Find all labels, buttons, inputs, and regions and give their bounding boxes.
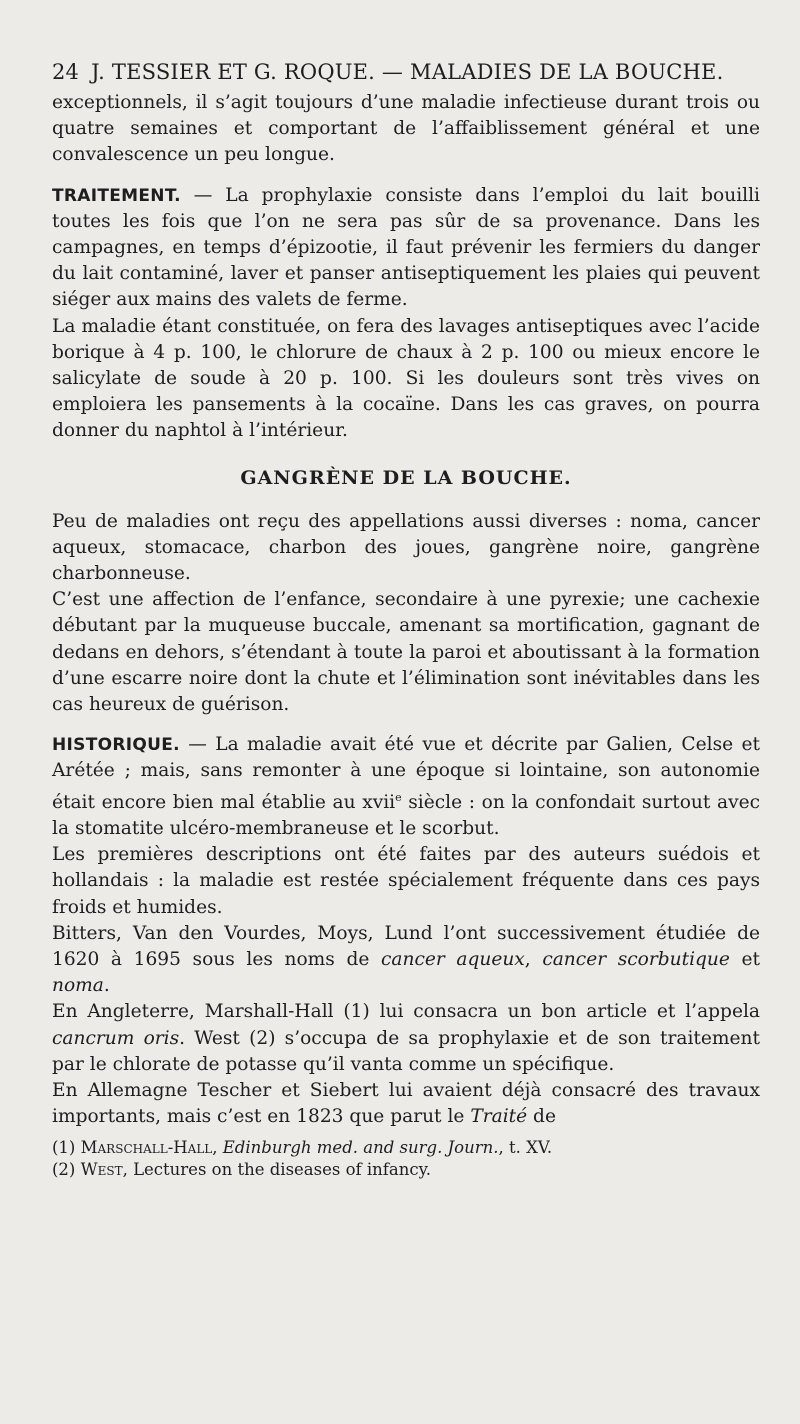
heading-historique: HISTORIQUE. [52, 735, 180, 756]
section-title: GANGRÈNE DE LA BOUCHE. [240, 466, 572, 489]
paragraph-angleterre: En Angleterre, Marshall-Hall (1) lui consacra un bon article et l’appela cancrum oris. West (2) s’occupa de sa prophylaxie et de son traitement par le chlorate de potasse qu’il vanta comme un spécifique. [52, 1001, 760, 1075]
paragraph-premieres-descriptions: Les premières descriptions ont été faites par des auteurs suédois et hollandais : la maladie est restée spécialement fréquente dans ces pays froids et humides. [52, 844, 760, 918]
paragraph-bitters: Bitters, Van den Vourdes, Moys, Lund l’ont successivement étudiée de 1620 à 1695 sous les noms de cancer aqueux, cancer scorbutique et noma. [52, 922, 761, 997]
heading-traitement: TRAITEMENT. [52, 185, 181, 206]
running-header [52, 60, 760, 84]
footnote-1: (1) Marschall-Hall, Edinburgh med. and surg. Journ., t. XV. [52, 1137, 553, 1157]
paragraph-historique: HISTORIQUE. — La maladie avait été vue et décrite par Galien, Celse et Arétée ; mais, sans remonter à une époque si lointaine, son autonomie était encore bien mal établie au xvii$^e$ siècle : on la confondait surtout avec la stomatite ulcéro-membraneuse et le scorbut. [52, 734, 761, 840]
paragraph-appellations: Peu de maladies ont reçu des appellations aussi diverses : noma, cancer aqueux, stomacace, charbon des joues, gangrène noire, gangrène charbonneuse. [52, 510, 760, 585]
page-number: 24 [52, 60, 80, 84]
footnote-2: (2) West, Lectures on the diseases of infancy. [52, 1159, 431, 1179]
footnotes [52, 1137, 760, 1181]
paragraph-continuation: exceptionnels, il s’agit toujours d’une maladie infectieuse durant trois ou quatre semaines et comportant de l’affaiblissement général et une convalescence un peu longue. [52, 92, 760, 166]
paragraph-allemagne: En Allemagne Tescher et Siebert lui avaient déjà consacré des travaux importants, mais c’est en 1823 que parut le Traité de [52, 1080, 760, 1128]
paragraph-traitement: TRAITEMENT. — La prophylaxie consiste dans l’emploi du lait bouilli toutes les fois que l’on ne sera pas sûr de sa provenance. Dans les campagnes, en temps d’épizootie, il faut prévenir les fermiers du danger du lait contaminé, laver et panser antiseptiquement les plaies qui peuvent siéger aux mains des valets de ferme. [52, 184, 760, 311]
paragraph-definition: C’est une affection de l’enfance, secondaire à une pyrexie; une cachexie débutant par la muqueuse buccale, amenant sa mortification, gagnant de dedans en dehors, s’étendant à toute la paroi et aboutissant à la formation d’une escarre noire dont la chute et l’élimination sont inévitables dans les cas heureux de guérison. [52, 589, 760, 716]
running-title: J. TESSIER ET G. ROQUE. — MALADIES DE LA BOUCHE. [91, 60, 724, 84]
paragraph-lavages: La maladie étant constituée, on fera des lavages antiseptiques avec l’acide borique à 4 p. 100, le chlorure de chaux à 2 p. 100 ou mieux encore le salicylate de soude à 20 p. 100. Si les douleurs sont très vives on emploiera les pansements à la cocaïne. Dans les cas graves, on pourra donner du naphtol à l’intérieur. [52, 315, 760, 442]
